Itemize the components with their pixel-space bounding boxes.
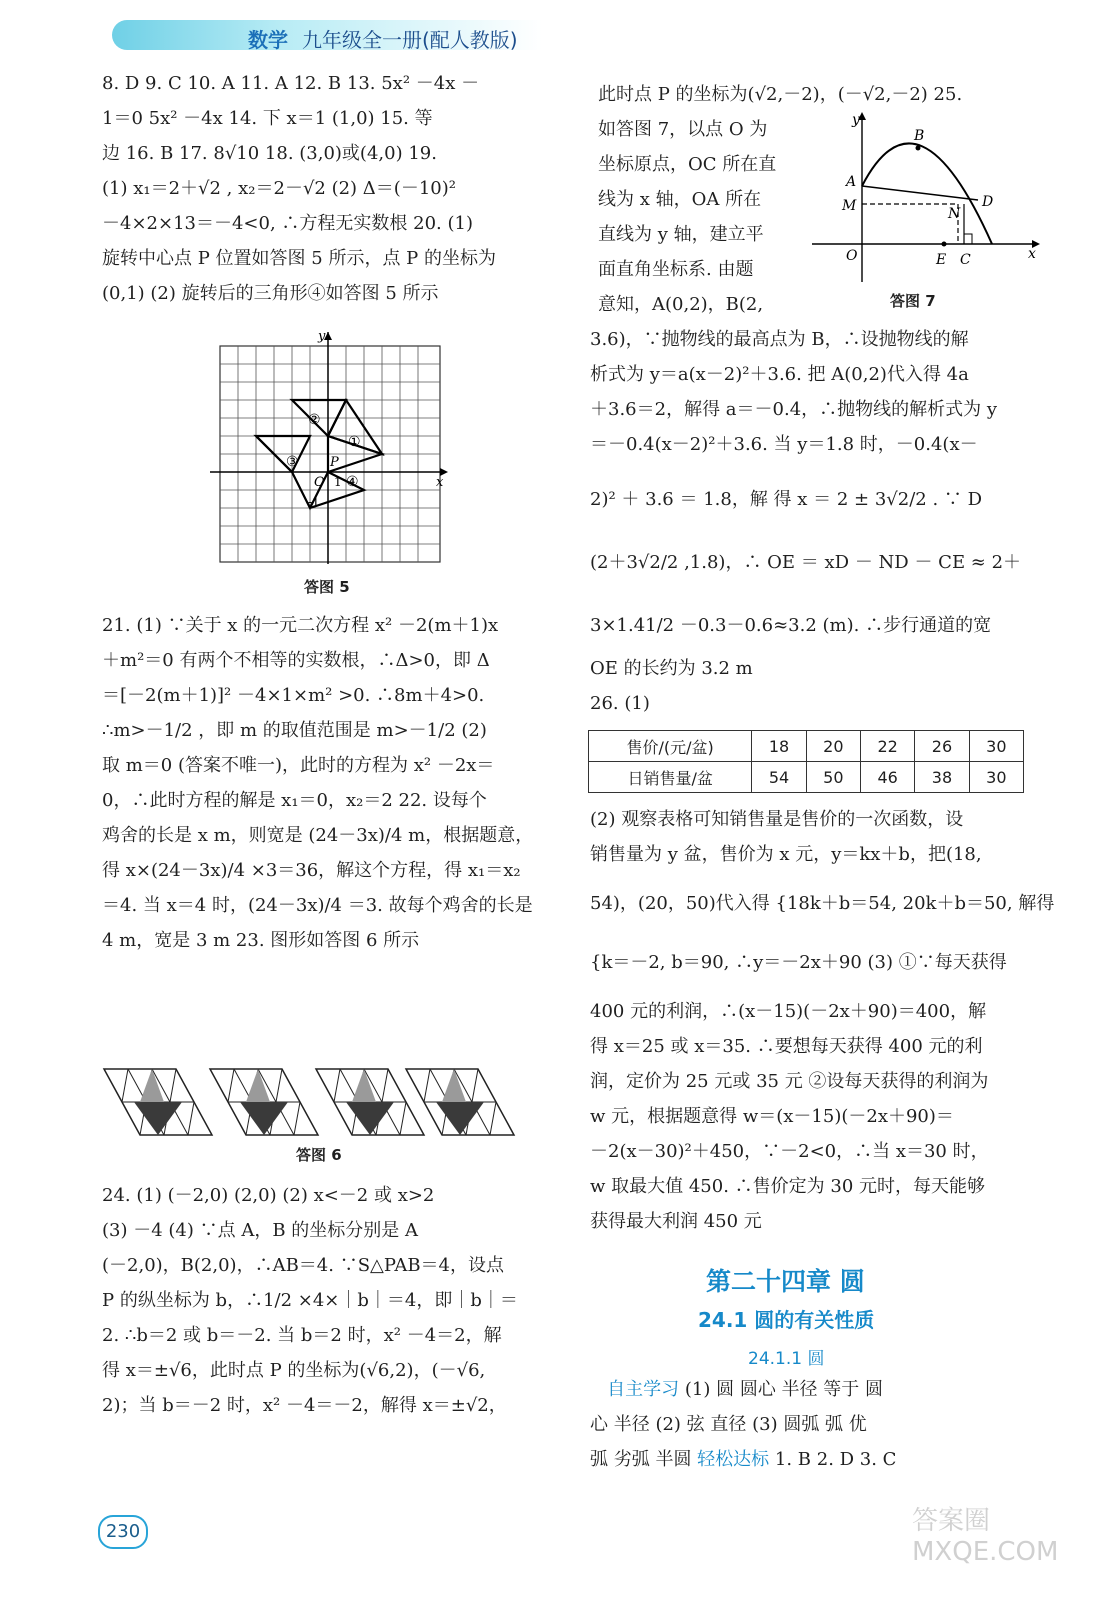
text-line: 面直角坐标系. 由题: [598, 259, 754, 280]
table-cell: 30: [969, 762, 1023, 793]
fig7-e-label: E: [936, 252, 947, 268]
text-line: ＝[－2(m＋1)]² －4×1×m² >0. ∴8m＋4>0.: [102, 685, 485, 706]
fig7-x-label: x: [1028, 246, 1036, 262]
text-line: 获得最大利润 450 元: [590, 1211, 762, 1232]
text-line: (3) －4 (4) ∵点 A，B 的坐标分别是 A: [102, 1220, 419, 1241]
text-line: 旋转中心点 P 位置如答图 5 所示，点 P 的坐标为: [102, 248, 497, 269]
text-line: 26. (1): [590, 693, 650, 714]
line-b-post: 1. B 2. D 3. C: [769, 1449, 897, 1470]
text-line: 0，∴此时方程的解是 x₁＝0，x₂＝2 22. 设每个: [102, 790, 487, 811]
text-line: 边 16. B 17. 8√10 18. (3,0)或(4,0) 19.: [102, 143, 437, 164]
text-line: (2) 观察表格可知销售量是售价的一次函数，设: [590, 809, 964, 830]
text-line: 线为 x 轴，OA 所在: [598, 189, 762, 210]
text-line: (1) x₁＝2＋√2 , x₂＝2－√2 (2) Δ＝(－10)²: [102, 178, 456, 199]
table-cell: 46: [860, 762, 914, 793]
text-line: 21. (1) ∵关于 x 的一元二次方程 x² －2(m＋1)x: [102, 615, 499, 636]
text-line: (0,1) (2) 旋转后的三角形④如答图 5 所示: [102, 283, 439, 304]
text-line: 得 x＝±√6，此时点 P 的坐标为(√6,2)，(－√6,: [102, 1360, 486, 1381]
text-line: ＋m²＝0 有两个不相等的实数根，∴Δ>0，即 Δ: [102, 650, 490, 671]
text-line: 此时点 P 的坐标为(√2,－2)，(－√2,－2) 25.: [598, 84, 963, 105]
text-line: 3×1.41/2 －0.3－0.6≈3.2 (m). ∴步行通道的宽: [590, 615, 992, 636]
zizhu-text: (1) 圆 圆心 半径 等于 圆: [679, 1379, 883, 1400]
text-line: 心 半径 (2) 弦 直径 (3) 圆弧 弧 优: [590, 1414, 867, 1435]
right-text-block-2: [590, 802, 1055, 1239]
fig7-origin-label: O: [846, 248, 858, 264]
text-line: 2)；当 b＝－2 时，x² －4＝－2，解得 x＝±√2，: [102, 1395, 507, 1416]
text-line: 得 x＝25 或 x＝35. ∴要想每天获得 400 元的利: [590, 1036, 983, 1057]
text-line: 销售量为 y 盆，售价为 x 元，y＝kx＋b，把(18,: [590, 844, 982, 865]
table-row: [589, 762, 1024, 793]
text-line: 得 x×(24－3x)/4 ×3＝36，解这个方程，得 x₁＝x₂: [102, 860, 521, 881]
text-line: 鸡舍的长是 x m，则宽是 (24－3x)/4 m，根据题意，: [102, 825, 534, 846]
table-cell: 26: [915, 731, 969, 762]
header-title: 九年级全一册(配人教版): [302, 28, 518, 52]
fig7-y-label: y: [852, 112, 860, 128]
text-line: 直线为 y 轴，建立平: [598, 224, 764, 245]
line-b-pre: 弧 劣弧 半圆: [590, 1449, 698, 1470]
table-cell: 54: [752, 762, 806, 793]
text-line: (2＋3√2/2 ,1.8)，∴ OE ＝ xD － ND － CE ≈ 2＋: [590, 552, 1022, 573]
left-text-block-2: [102, 608, 547, 958]
text-line: ＝－0.4(x－2)²＋3.6. 当 y＝1.8 时，－0.4(x－: [590, 434, 978, 455]
text-line: [590, 1372, 1038, 1407]
table-cell: 50: [806, 762, 860, 793]
page-number: 230: [98, 1515, 148, 1549]
text-line: 2)² ＋ 3.6 ＝ 1.8，解 得 x ＝ 2 ± 3√2/2 . ∵ D: [590, 489, 983, 510]
figure-7-parabola: [806, 108, 1042, 284]
header: [248, 24, 518, 53]
figure-6-caption: 答图 6: [296, 1146, 342, 1164]
fig7-m-label: M: [842, 198, 857, 214]
text-line: 8. D 9. C 10. A 11. A 12. B 13. 5x² －4x －: [102, 73, 480, 94]
text-line: 坐标原点，OC 所在直: [598, 154, 777, 175]
right-text-block-1: [590, 322, 1038, 721]
right-wrap-block: [598, 112, 798, 322]
figure-6-parallelograms: [100, 1066, 520, 1138]
text-line: (－2,0)，B(2,0)，∴AB＝4. ∵S△PAB＝4，设点: [102, 1255, 505, 1276]
text-line: [590, 1442, 1038, 1477]
fig5-region-4: ④: [346, 474, 359, 490]
text-line: 如答图 7，以点 O 为: [598, 119, 768, 140]
text-line: 2. ∴b＝2 或 b＝－2. 当 b＝2 时，x² －4＝2，解: [102, 1325, 502, 1346]
text-line: ＝4. 当 x＝4 时，(24－3x)/4 ＝3. 故每个鸡舍的长是: [102, 895, 533, 916]
fig5-region-3: ③: [286, 454, 299, 470]
text-line: 润，定价为 25 元或 35 元 ②设每天获得的利润为: [590, 1071, 989, 1092]
right-text-block-3: [590, 1372, 1038, 1477]
table-cell: 38: [915, 762, 969, 793]
table-cell: 22: [860, 731, 914, 762]
subsection-title: 24.1.1 圆: [748, 1349, 825, 1369]
left-text-block-3: [102, 1178, 547, 1423]
text-line: 意知，A(0,2)，B(2,: [598, 294, 764, 315]
text-line: {k＝－2, b＝90, ∴y＝－2x＋90 (3) ①∵每天获得: [590, 952, 1007, 973]
text-line: OE 的长约为 3.2 m: [590, 658, 753, 679]
fig5-tick-1: 1: [334, 475, 342, 489]
text-line: w 取最大值 450. ∴售价定为 30 元时，每天能够: [590, 1176, 985, 1197]
table-row-label: 日销售量/盆: [589, 762, 752, 793]
figure-5-caption: 答图 5: [304, 578, 350, 596]
fig5-y-label: y: [318, 329, 326, 344]
fig7-n-label: N: [948, 206, 961, 222]
text-line: ∴m>－1/2 ，即 m 的取值范围是 m>－1/2 (2): [102, 720, 487, 741]
fig5-p-label: P: [330, 455, 339, 470]
left-text-block-1: [102, 66, 547, 311]
text-line: 1＝0 5x² －4x 14. 下 x＝1 (1,0) 15. 等: [102, 108, 433, 129]
fig5-x-label: x: [436, 475, 444, 490]
header-subject: 数学: [248, 28, 288, 52]
table-row: [589, 731, 1024, 762]
fig5-region-2: ②: [308, 412, 321, 428]
table-cell: 18: [752, 731, 806, 762]
text-line: ＋3.6＝2，解得 a＝－0.4，∴抛物线的解析式为 y: [590, 399, 998, 420]
fig7-d-label: D: [982, 194, 994, 210]
text-line: 54)，(20，50)代入得 {18k＋b＝54, 20k＋b＝50, 解得: [590, 893, 1055, 914]
zizhu-label: 自主学习: [607, 1379, 680, 1400]
figure-7-caption: 答图 7: [890, 292, 936, 310]
text-line: 取 m＝0 (答案不唯一)，此时的方程为 x² －2x＝: [102, 755, 495, 776]
text-line: －2(x－30)²＋450，∵－2<0，∴当 x＝30 时，: [590, 1141, 989, 1162]
text-line: －4×2×13＝－4<0, ∴方程无实数根 20. (1): [102, 213, 473, 234]
watermark: 答案圈 MXQE.COM: [912, 1506, 1059, 1567]
fig5-region-1: ①: [348, 434, 361, 450]
table-cell: 20: [806, 731, 860, 762]
text-line: 3.6)，∵抛物线的最高点为 B，∴设抛物线的解: [590, 329, 969, 350]
text-line: P 的纵坐标为 b，∴1/2 ×4×｜b｜＝4，即｜b｜＝: [102, 1290, 518, 1311]
qingsong-label: 轻松达标: [697, 1449, 770, 1470]
text-line: 400 元的利润，∴(x－15)(－2x＋90)＝400，解: [590, 1001, 987, 1022]
table-cell: 30: [969, 731, 1023, 762]
fig5-tick-minus1: -1: [308, 495, 320, 509]
text-line: 析式为 y＝a(x－2)²＋3.6. 把 A(0,2)代入得 4a: [590, 364, 969, 385]
fig5-origin-label: O: [314, 475, 325, 490]
chapter-title: 第二十四章 圆: [706, 1267, 865, 1296]
table-row-label: 售价/(元/盆): [589, 731, 752, 762]
fig7-b-label: B: [914, 128, 925, 144]
sales-table: [588, 730, 1024, 793]
text-line: w 元，根据题意得 w＝(x－15)(－2x＋90)＝: [590, 1106, 954, 1127]
text-line: 24. (1) (－2,0) (2,0) (2) x<－2 或 x>2: [102, 1185, 435, 1206]
fig7-a-label: A: [846, 174, 857, 190]
text-line: 4 m，宽是 3 m 23. 图形如答图 6 所示: [102, 930, 420, 951]
section-title: 24.1 圆的有关性质: [698, 1308, 875, 1332]
fig7-c-label: C: [960, 252, 971, 268]
figure-5-grid: [210, 326, 450, 566]
